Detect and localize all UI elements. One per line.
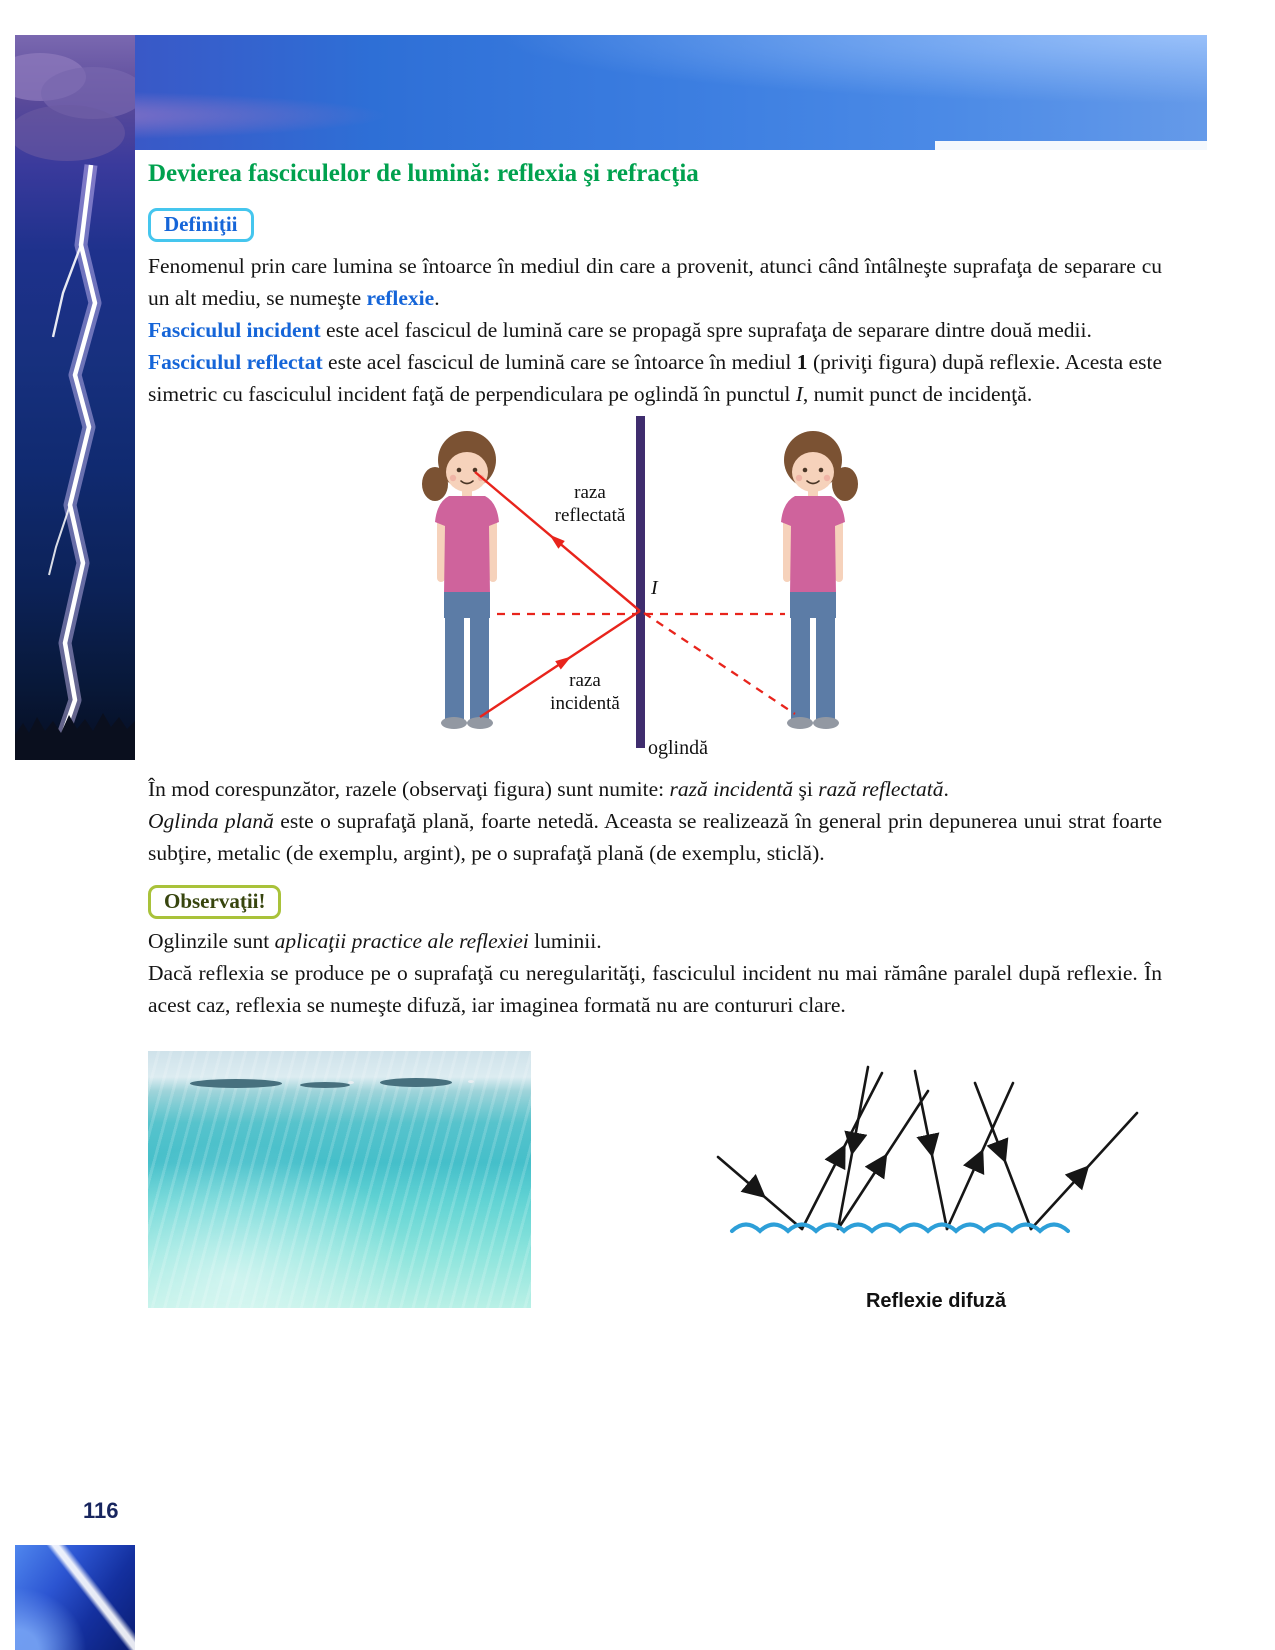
paragraph-oglinda-plana — [148, 805, 1162, 869]
paragraph-oglinzile — [148, 925, 1162, 957]
text-run: În mod corespunzător, razele (observaţi figura) sunt numite: — [148, 777, 670, 801]
lightning-illustration — [15, 35, 135, 760]
rough-surface-wave — [732, 1225, 1068, 1232]
incident-ray-arrowhead — [555, 657, 571, 670]
diffuse-figure-caption: Reflexie difuză — [865, 1290, 1007, 1312]
term-fascicul-incident: Fasciculul incident — [148, 318, 321, 342]
label-reflected-ray-line2: reflectată — [554, 505, 626, 526]
paragraph-rays-naming — [148, 773, 1162, 805]
term-raza-incidenta: rază incidentă — [669, 777, 794, 801]
girl-mirror-image-illustration — [781, 431, 858, 729]
text-run: . — [434, 286, 440, 310]
paragraph-reflexie-difuza: Dacă reflexia se produce pe o suprafaţă cu neregularităţi, fasciculul incident nu mai rămâne paralel după reflexie. În acest caz, reflexia se numeşte difuză, iar imaginea formată nu are contururi clare. — [148, 961, 1162, 1017]
text-run: şi — [793, 777, 819, 801]
corner-decoration — [15, 1545, 135, 1650]
text-run: , numit punct de incidenţă. — [802, 382, 1033, 406]
island-silhouette — [300, 1082, 350, 1088]
text-run-italic: I — [795, 382, 803, 406]
header-banner — [15, 35, 1207, 150]
island-silhouette — [380, 1078, 452, 1087]
boat-dot — [468, 1080, 474, 1083]
paragraph-fascicul-incident — [148, 314, 1162, 346]
term-oglinda-plana: Oglinda plană — [148, 809, 274, 833]
diffuse-reflection-diagram — [710, 1059, 1160, 1269]
label-reflected-ray-line1: raza — [574, 482, 606, 503]
lightning-photo — [15, 35, 135, 760]
mirror-reflection-figure — [385, 414, 925, 771]
main-content — [148, 160, 1162, 1313]
text-run: Fenomenul prin care lumina se întoarce în mediul din care a provenit, atunci când întâlneşte suprafaţa de separare cu un alt mediu, se numeşte — [148, 254, 1162, 310]
text-run: este acel fascicul de lumină care se propagă spre suprafaţa de separare dintre două medii. — [320, 318, 1092, 342]
term-reflexie: reflexie — [366, 286, 435, 310]
label-incident-ray-line1: raza — [569, 670, 601, 691]
text-run: luminii. — [528, 929, 602, 953]
term-raza-reflectata: rază reflectată — [818, 777, 944, 801]
text-run: (priviţi figura) după reflexie. Acesta este simetric cu fasciculul incident faţă de perpendiculara pe oglindă în punctul — [148, 350, 1162, 406]
figures-row — [148, 1051, 1162, 1313]
term-aplicatii-practice: aplicaţii practice ale reflexiei — [274, 929, 529, 953]
text-run: . — [943, 777, 949, 801]
text-run: este acel fascicul de lumină care se întoarce în mediul — [322, 350, 797, 374]
page-number: 116 — [83, 1498, 119, 1523]
diffuse-reflection-figure — [710, 1051, 1162, 1313]
text-run-bold: 1 — [796, 350, 808, 374]
page-title: Devierea fasciculelor de lumină: reflexia şi refracţia — [148, 160, 699, 187]
girl-illustration — [422, 431, 499, 729]
term-fascicul-reflectat: Fasciculul reflectat — [148, 350, 323, 374]
boat-dot — [348, 1081, 354, 1084]
header-notch — [935, 141, 1207, 150]
dashed-ray-diagonal — [644, 613, 795, 714]
definitions-badge: Definiţii — [148, 208, 254, 242]
text-run: Oglinzile sunt — [148, 929, 275, 953]
observations-badge: Observaţii! — [148, 885, 281, 919]
label-incidence-point: I — [651, 577, 658, 599]
label-incident-ray-line2: incidentă — [550, 693, 620, 714]
sea-photo — [148, 1051, 531, 1308]
mirror-line — [636, 416, 645, 748]
mirror-diagram — [385, 414, 925, 766]
label-mirror: oglindă — [648, 737, 708, 759]
text-run: este o suprafaţă plană, foarte netedă. Aceasta se realizează în general prin depunerea unui strat foarte subţire, metalic (de exemplu, argint), pe o suprafaţă plană (de exemplu, sticlă). — [148, 809, 1162, 865]
paragraph-reflexie — [148, 250, 1162, 314]
scattered-rays — [718, 1067, 1137, 1229]
paragraph-fascicul-reflectat — [148, 346, 1162, 410]
island-silhouette — [190, 1079, 282, 1088]
